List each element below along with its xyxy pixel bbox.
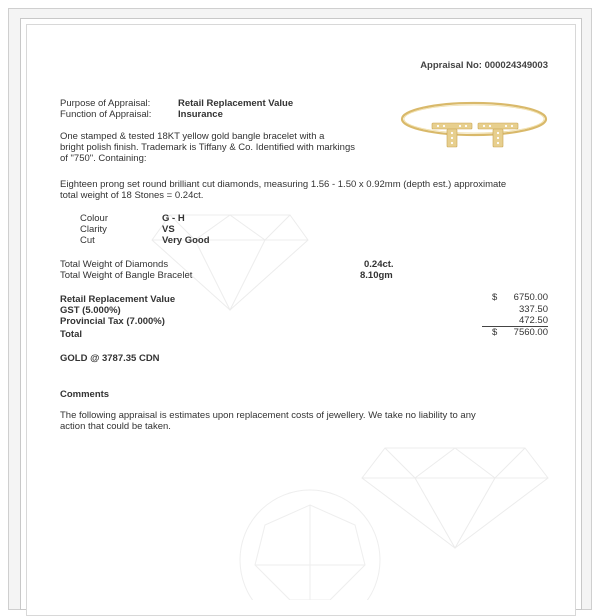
bracelet-weight-label: Total Weight of Bangle Bracelet (60, 270, 193, 281)
colour-label: Colour (80, 213, 108, 224)
cut-value: Very Good (162, 235, 210, 246)
gst-amount: 337.50 (518, 304, 548, 315)
diamond-weight-label: Total Weight of Diamonds (60, 259, 169, 270)
diamond-weight-value: 0.24ct. (364, 259, 394, 270)
function-value: Insurance (178, 109, 223, 120)
retail-value-label: Retail Replacement Value (60, 294, 176, 305)
retail-value-amount: 6750.00 (513, 292, 548, 303)
provincial-tax-label: Provincial Tax (7.000%) (60, 316, 165, 327)
comments-heading: Comments (60, 389, 110, 400)
bracelet-weight-value: 8.10gm (360, 270, 393, 281)
comments-text: The following appraisal is estimates upon replacement costs of jewellery. We take no liability to any action that could be taken. (60, 410, 476, 432)
total-amount: 7560.00 (513, 327, 548, 338)
clarity-value: VS (162, 224, 175, 235)
function-label: Function of Appraisal: (60, 109, 152, 120)
item-description: One stamped & tested 18KT yellow gold bangle bracelet with a bright polish finish. Trademark is Tiffany & Co. Identified with markings of "750". Containing: (60, 131, 355, 164)
gst-label: GST (5.000%) (60, 305, 121, 316)
appraisal-number: Appraisal No: 000024349003 (420, 60, 548, 71)
clarity-label: Clarity (80, 224, 107, 235)
gold-price: GOLD @ 3787.35 CDN (60, 353, 160, 364)
total-currency-symbol: $ (492, 327, 498, 338)
diamond-description: Eighteen prong set round brilliant cut diamonds, measuring 1.56 - 1.50 x 0.92mm (depth est.) approximate total weight of 18 Stones = 0.24ct. (60, 179, 507, 201)
colour-value: G - H (162, 213, 185, 224)
provincial-tax-amount: 472.50 (482, 315, 548, 327)
currency-symbol: $ (492, 292, 498, 303)
total-label: Total (60, 329, 82, 340)
purpose-value: Retail Replacement Value (178, 98, 294, 109)
purpose-label: Purpose of Appraisal: (60, 98, 151, 109)
cut-label: Cut (80, 235, 95, 246)
